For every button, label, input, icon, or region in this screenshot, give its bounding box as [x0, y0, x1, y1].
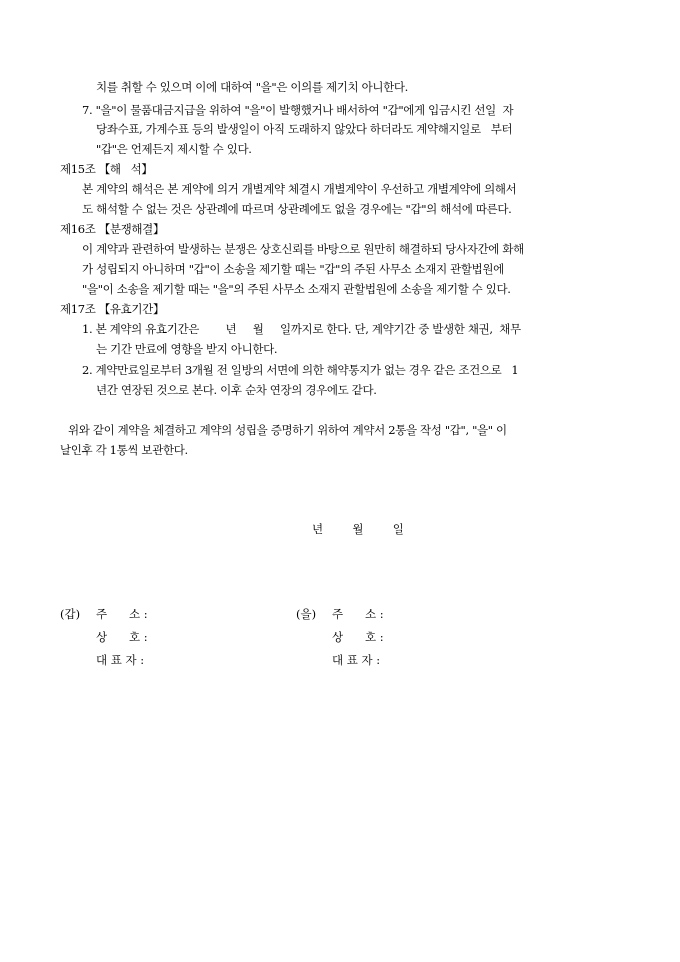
- party-a-label: (갑): [60, 607, 81, 621]
- party-b-representative: 대 표 자 :: [332, 653, 381, 667]
- date-line: 년 월 일: [312, 522, 404, 536]
- text-line: 가 성립되지 아니하며 "갑"이 소송을 제기할 때는 "갑"의 주된 사무소 소재지 관할법원에: [82, 262, 504, 276]
- text-line: 이 계약과 관련하여 발생하는 분쟁은 상호신뢰를 바탕으로 원만히 해결하되 당사자간에 화해: [82, 242, 524, 256]
- article-heading: 제17조 【유효기간】: [60, 302, 165, 316]
- text-line: 치를 취할 수 있으며 이에 대하여 "을"은 이의를 제기치 아니한다.: [96, 80, 408, 94]
- text-line: 는 기간 만료에 영향을 받지 아니한다.: [96, 342, 278, 356]
- article-heading: 제16조 【분쟁해결】: [60, 222, 165, 236]
- text-line: 7. "을"이 물품대금지급을 위하여 "을"이 발행했거나 배서하여 "갑"에게 입금시킨 선일 자: [82, 103, 514, 117]
- text-line: 당좌수표, 가계수표 등의 발생일이 아직 도래하지 않았다 하더라도 계약해지일로 부터: [96, 122, 513, 136]
- article-heading: 제15조 【해 석】: [60, 162, 153, 176]
- text-line: 1. 본 계약의 유효기간은 년 월 일까지로 한다. 단, 계약기간 중 발생한 채권, 채무: [82, 322, 521, 336]
- text-line: "을"이 소송을 제기할 때는 "을"의 주된 사무소 소재지 관할법원에 소송을 제기할 수 있다.: [82, 282, 511, 296]
- text-line: 본 계약의 해석은 본 계약에 의거 개별계약 체결시 개별계약이 우선하고 개별계약에 의해서: [82, 182, 517, 196]
- text-line: 도 해석할 수 없는 것은 상관례에 따르며 상관례에도 없을 경우에는 "갑"의 해석에 따른다.: [82, 202, 512, 216]
- party-b-address: 주 소 :: [332, 607, 384, 621]
- text-line: 년간 연장된 것으로 본다. 이후 순차 연장의 경우에도 같다.: [96, 383, 377, 397]
- text-line: 2. 계약만료일로부터 3개월 전 일방의 서면에 의한 해약통지가 없는 경우 같은 조건으로 1: [82, 363, 519, 377]
- closing-text: 위와 같이 계약을 체결하고 계약의 성립을 증명하기 위하여 계약서 2통을 작성 "갑", "을" 이: [68, 423, 507, 437]
- text-line: "갑"은 언제든지 제시할 수 있다.: [96, 142, 252, 156]
- party-b-company: 상 호 :: [332, 630, 384, 644]
- party-a-address: 주 소 :: [96, 607, 148, 621]
- party-b-label: (을): [296, 607, 317, 621]
- party-a-representative: 대 표 자 :: [96, 653, 145, 667]
- party-a-company: 상 호 :: [96, 630, 148, 644]
- closing-text: 날인후 각 1통씩 보관한다.: [60, 443, 188, 457]
